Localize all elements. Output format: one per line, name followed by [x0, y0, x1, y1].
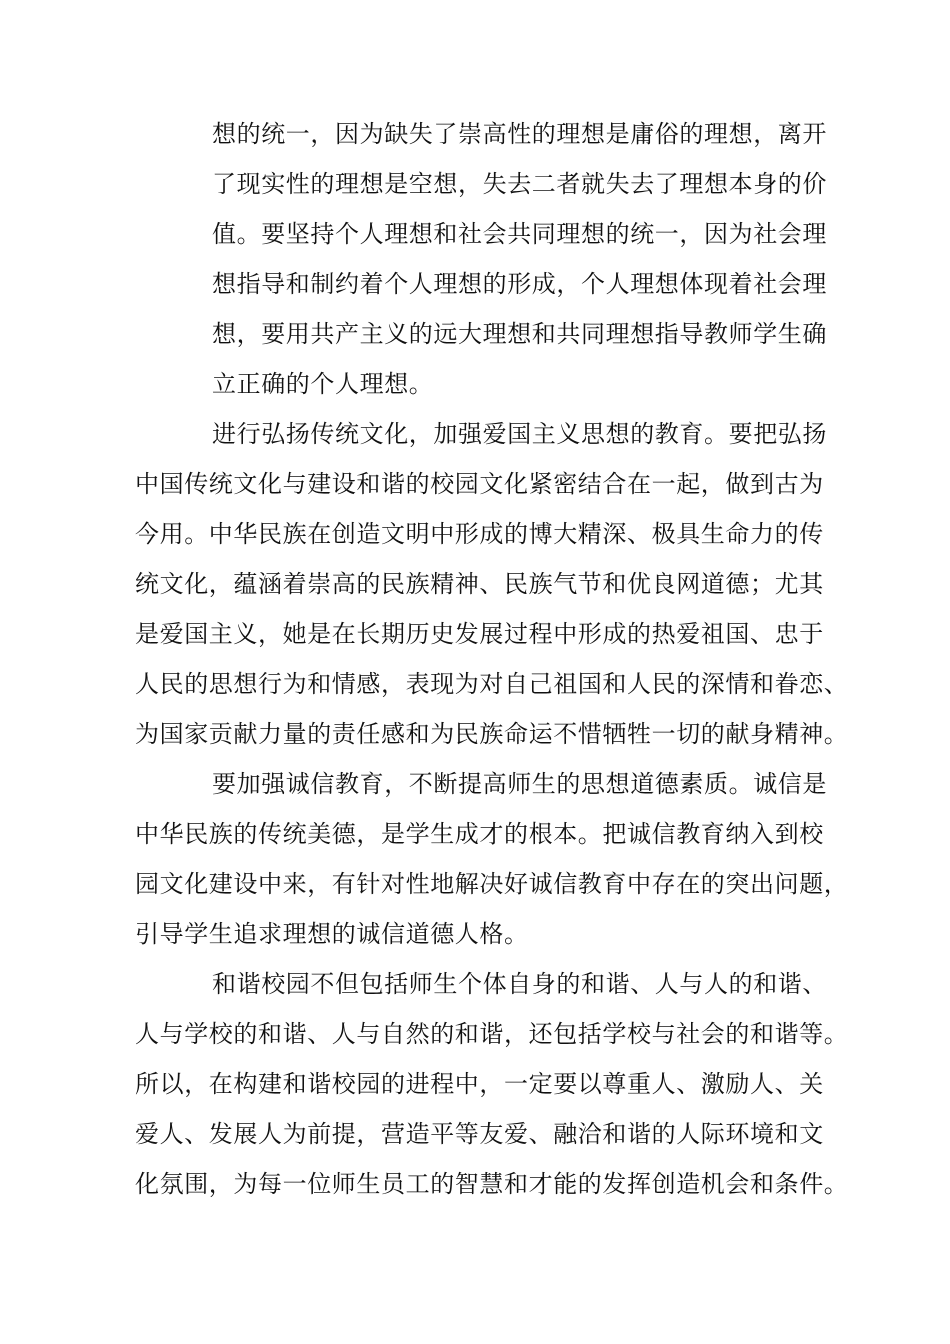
- text-line: 中国传统文化与建设和谐的校园文化紧密结合在一起，做到古为: [135, 470, 824, 498]
- text-line: 园文化建设中来，有针对性地解决好诚信教育中存在的突出问题，: [135, 870, 849, 898]
- text-line: 想，要用共产主义的远大理想和共同理想指导教师学生确: [212, 320, 827, 348]
- text-line: 人民的思想行为和情感，表现为对自己祖国和人民的深情和眷恋、: [135, 670, 849, 698]
- text-line: 要加强诚信教育，不断提高师生的思想道德素质。诚信是: [212, 770, 827, 798]
- text-line: 爱人、发展人为前提，营造平等友爱、融洽和谐的人际环境和文: [135, 1120, 824, 1148]
- text-line: 和谐校园不但包括师生个体自身的和谐、人与人的和谐、: [212, 970, 827, 998]
- text-line: 立正确的个人理想。: [212, 370, 434, 398]
- text-line: 想指导和制约着个人理想的形成，个人理想体现着社会理: [212, 270, 827, 298]
- text-line: 是爱国主义，她是在长期历史发展过程中形成的热爱祖国、忠于: [135, 620, 824, 648]
- text-line: 今用。中华民族在创造文明中形成的博大精深、极具生命力的传: [135, 520, 824, 548]
- text-line: 中华民族的传统美德，是学生成才的根本。把诚信教育纳入到校: [135, 820, 824, 848]
- text-line: 所以，在构建和谐校园的进程中，一定要以尊重人、激励人、关: [135, 1070, 824, 1098]
- text-line: 统文化，蕴涵着崇高的民族精神、民族气节和优良网道德；尤其: [135, 570, 824, 598]
- text-line: 想的统一，因为缺失了崇高性的理想是庸俗的理想，离开: [212, 120, 827, 148]
- text-line: 值。要坚持个人理想和社会共同理想的统一，因为社会理: [212, 220, 827, 248]
- text-line: 人与学校的和谐、人与自然的和谐，还包括学校与社会的和谐等。: [135, 1020, 849, 1048]
- text-line: 了现实性的理想是空想，失去二者就失去了理想本身的价: [212, 170, 827, 198]
- text-line: 引导学生追求理想的诚信道德人格。: [135, 920, 529, 948]
- text-line: 为国家贡献力量的责任感和为民族命运不惜牺牲一切的献身精神。: [135, 720, 849, 748]
- text-line: 化氛围，为每一位师生员工的智慧和才能的发挥创造机会和条件。: [135, 1170, 849, 1198]
- text-line: 进行弘扬传统文化，加强爱国主义思想的教育。要把弘扬: [212, 420, 827, 448]
